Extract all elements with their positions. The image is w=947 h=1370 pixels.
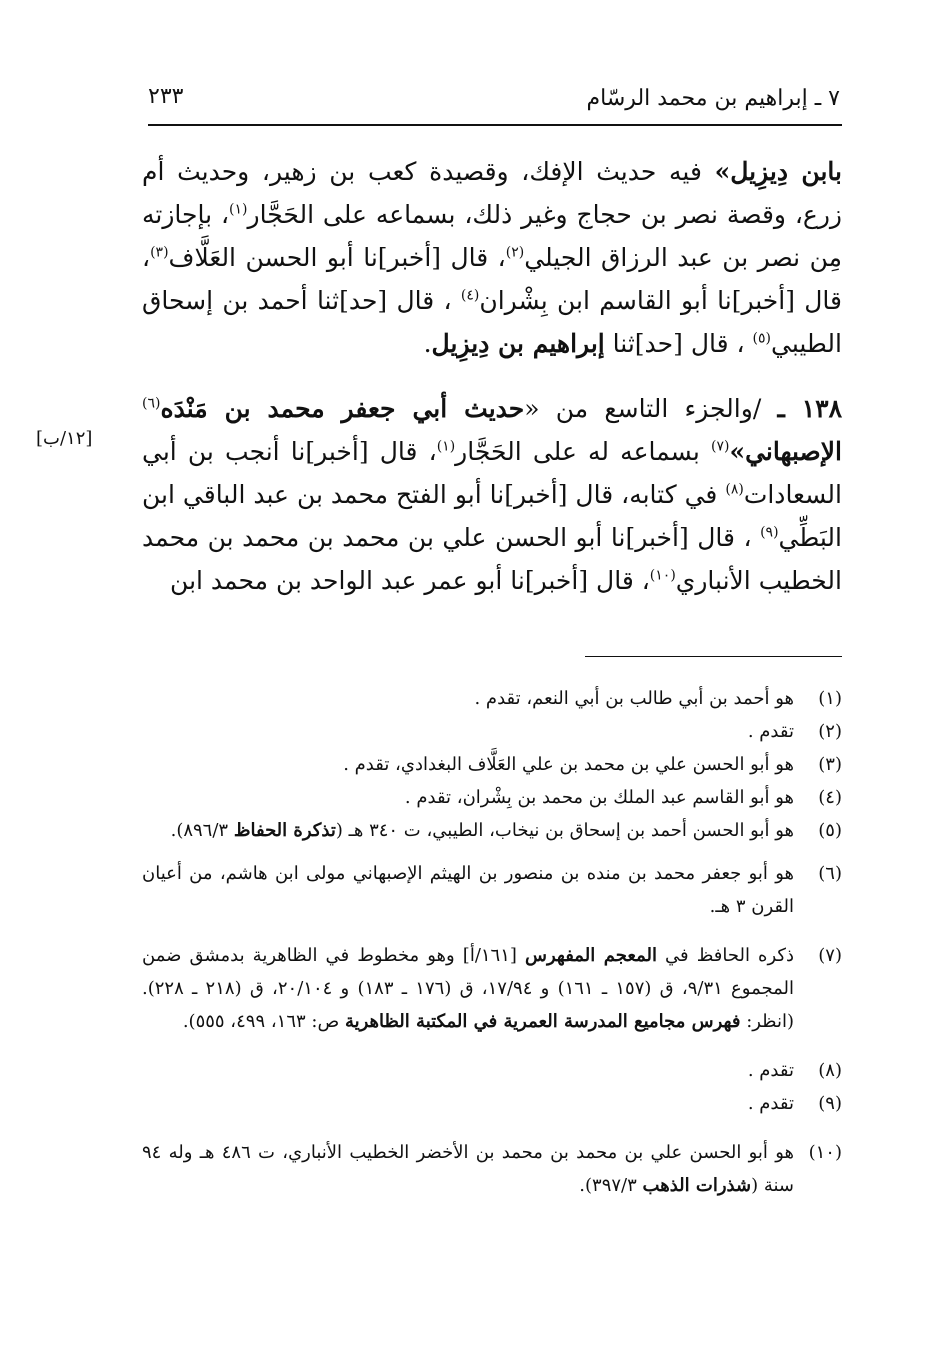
footnote-number: (٢) [818, 721, 842, 742]
footnote-3 [142, 748, 842, 781]
page-number: ٢٣٣ [148, 84, 184, 109]
bold-phrase: بابن دِيزِيل» [714, 157, 842, 186]
bold-title: تذكرة الحفاظ [233, 820, 336, 841]
text-run: ، قال [أخبر]نا أنجب بن أبي السعادات [142, 437, 842, 509]
footnote-10 [142, 1136, 842, 1202]
main-text [142, 150, 842, 602]
paragraph-1 [142, 150, 842, 365]
footnote-9 [142, 1087, 842, 1120]
footnotes [142, 682, 842, 1202]
footnote-number: (٦) [818, 863, 842, 884]
bold-phrase: حديث أبي جعفر محمد بن مَنْدَه [160, 394, 525, 423]
footnote-ref: (٥) [752, 330, 771, 347]
text-run: ، قال [أخبر]نا أبو عمر عبد الواحد بن محمد ابن [170, 566, 650, 595]
text-run: ٨٩٦/٣). [170, 820, 234, 841]
text-run: [١٦١/أ] وهو مخطوط في الظاهرية بدمشق ضمن المجموع ٩/٣١، ق (١٥٧ ـ ١٦١) و ١٧/٩٤، ق (١٧٦ ـ ١٨٣) و ٢٠/١٠٤، ق (٢١٨ ـ ٢٢٨). (انظر: [142, 945, 795, 1032]
footnote-number: (٥) [818, 820, 842, 841]
text-run: /والجزء التاسع من « [524, 394, 778, 423]
footnote-text: هو أبو جعفر محمد بن منده بن منصور بن الهيثم الإصبهاني مولى ابن هاشم، من أعيان القرن ٣ هـ. [142, 863, 794, 917]
footnote-text: هو أحمد بن أبي طالب بن أبي النعم، تقدم . [474, 688, 794, 709]
running-header [148, 84, 840, 124]
footnote-6 [142, 857, 842, 923]
footnote-text: تقدم . [747, 721, 794, 742]
footnote-text [142, 1136, 794, 1202]
bold-phrase: إبراهيم بن دِيزِيل [431, 329, 605, 358]
text-run: ، قال [أخبر]نا أبو الحسن العَلَّاف [168, 243, 506, 272]
footnote-ref: (٨) [725, 481, 744, 498]
footnote-number: (٣) [818, 754, 842, 775]
footnote-1 [142, 682, 842, 715]
footnote-text [142, 814, 794, 847]
text-run: فيه حديث الإفك، وقصيدة كعب بن زهير، وحديث أم زرع، وقصة نصر بن حجاج وغير ذلك، بسماعه على الحَجَّار [142, 157, 842, 229]
text-run: ، قال [حد]ثنا أحمد بن إسحاق الطيبي [142, 286, 842, 358]
footnote-number: (١) [818, 688, 842, 709]
bold-title: شذرات الذهب [642, 1175, 752, 1196]
bold-title: فهرس مجاميع المدرسة العمرية في المكتبة الظاهرية [344, 1011, 741, 1032]
text-run: ٣٩٧/٣). [579, 1175, 643, 1196]
footnote-7 [142, 939, 842, 1038]
footnote-ref: (٢) [505, 244, 525, 261]
footnote-ref: (٣) [150, 244, 169, 261]
footnote-number: (٧) [818, 945, 842, 966]
footnote-text: تقدم . [747, 1060, 794, 1081]
footnote-text: هو أبو الحسن علي بن محمد بن علي العَلَّاف البغدادي، تقدم . [343, 754, 794, 775]
footnote-number: (٨) [818, 1060, 842, 1081]
footnote-5 [142, 814, 842, 847]
footnote-ref: (١) [436, 438, 456, 455]
text-run: ، قال [أخبر]نا أبو الحسن علي بن محمد بن محمد بن محمد الخطيب الأنباري [142, 523, 842, 595]
text-run: ص: ١٦٣، ٤٩٩، ٥٥٥). [182, 1011, 345, 1032]
footnote-2 [142, 715, 842, 748]
footnote-text: هو أبو القاسم عبد الملك بن محمد بن بِشْران، تقدم . [404, 787, 794, 808]
bold-phrase: الإصبهاني» [729, 437, 842, 466]
text-run: بسماعه له على الحَجَّار [455, 437, 711, 466]
footnote-4 [142, 781, 842, 814]
text-run: ، قال [أخبر]نا أبو القاسم ابن بِشْران [142, 243, 842, 315]
text-run: ذكره الحافظ في [656, 945, 794, 966]
footnote-ref: (١٠) [649, 567, 676, 584]
text-run: ، قال [حد]ثنا [604, 329, 753, 358]
text-run: ، بإجازته مِن نصر بن عبد الرزاق الجيلي [142, 200, 842, 272]
header-rule [148, 124, 842, 126]
text-run: هو أبو الحسن علي بن محمد بن محمد بن الأخضر الخطيب الأنباري، ت ٤٨٦ هـ وله ٩٤ سنة ( [142, 1142, 794, 1196]
text-run: هو أبو الحسن أحمد بن إسحاق بن نيخاب، الطيبي، ت ٣٤٠ هـ ( [335, 820, 794, 841]
footnote-8 [142, 1054, 842, 1087]
footnote-rule [585, 656, 842, 657]
footnote-ref: (١) [229, 201, 248, 218]
footnote-number: (٩) [818, 1093, 842, 1114]
text-run: في كتابه، قال [أخبر]نا أبو الفتح محمد بن عبد الباقي ابن البَطِّي [142, 480, 842, 552]
footnote-text [142, 939, 794, 1038]
entry-number: ١٣٨ ـ [777, 394, 843, 423]
footnote-number: (٤) [818, 787, 842, 808]
footnote-number: (١٠) [808, 1142, 842, 1163]
text-run: . [423, 329, 432, 358]
footnote-ref: (٩) [760, 524, 779, 541]
footnote-text: تقدم . [747, 1093, 794, 1114]
running-title: ٧ ـ إبراهيم بن محمد الرسّام [586, 86, 840, 111]
footnote-ref: (٦) [142, 395, 161, 412]
paragraph-2 [142, 387, 842, 602]
footnote-ref: (٧) [710, 438, 730, 455]
bold-title: المعجم المفهرس [525, 945, 657, 966]
margin-folio-note: [١٢/ب] [36, 428, 93, 449]
footnote-ref: (٤) [460, 287, 480, 304]
